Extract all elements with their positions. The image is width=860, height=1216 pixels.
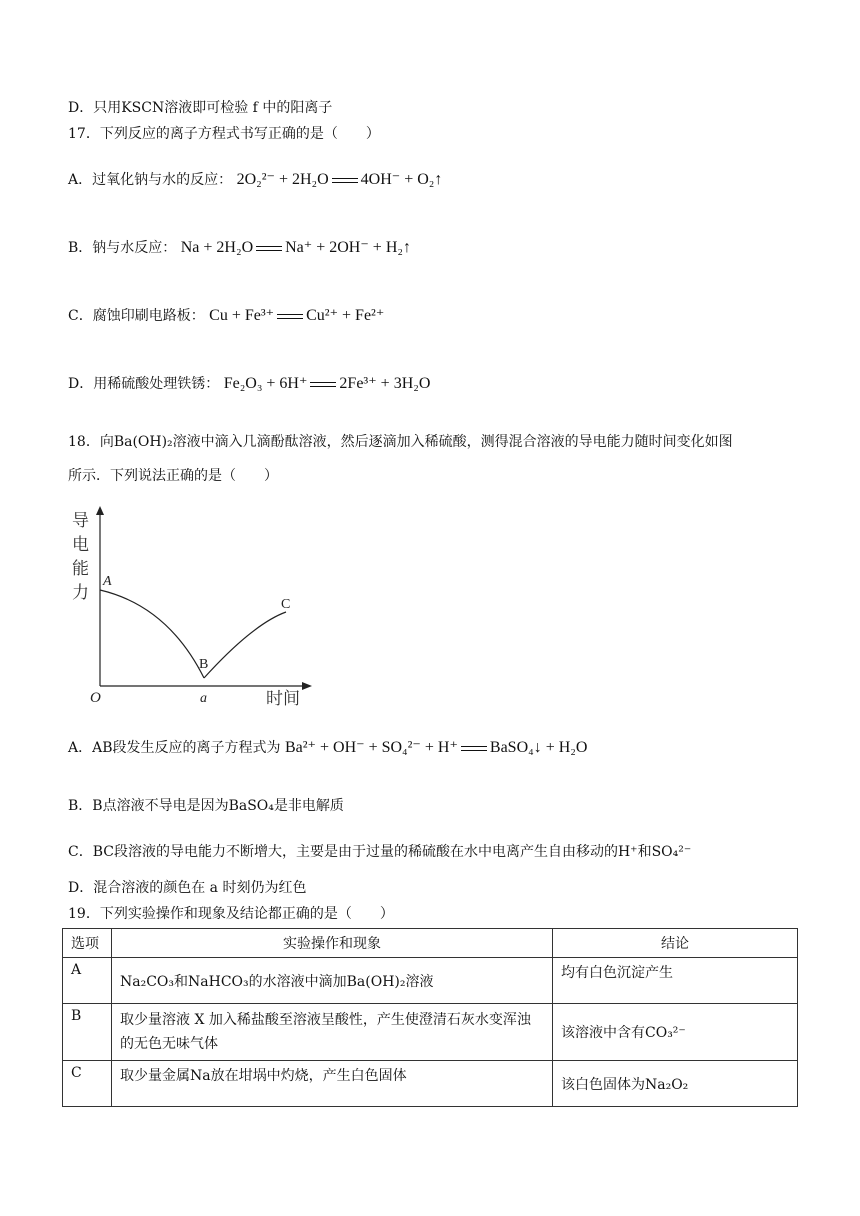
y-label-char-4: 力 — [72, 583, 89, 603]
curve-ab — [100, 590, 204, 678]
equation-lhs: Cu + Fe³⁺ — [209, 307, 275, 324]
equation-rhs: 4OH⁻ + O₂↑ — [360, 171, 443, 188]
equation-rhs: 2Fe³⁺ + 3H₂O — [339, 375, 431, 392]
y-axis-arrow-icon — [96, 506, 104, 515]
q18-stem-line1: 18．向Ba(OH)₂溶液中滴入几滴酚酞溶液，然后逐滴加入稀硫酸，测得混合溶液的导电能力随时间变化如图 — [68, 434, 733, 450]
equation-rhs: Cu²⁺ + Fe²⁺ — [306, 307, 385, 324]
equation-lhs: Ba²⁺ + OH⁻ + SO₄²⁻ + H⁺ — [284, 739, 458, 756]
row-option: A — [63, 958, 112, 1004]
q17-option-a — [68, 170, 442, 190]
equals-sign — [256, 246, 282, 251]
row-conclusion: 该白色固体为Na₂O₂ — [553, 1061, 798, 1107]
table-row — [63, 1061, 798, 1107]
option-label: A．过氧化钠与水的反应： — [68, 172, 233, 188]
option-label: D．用稀硫酸处理铁锈： — [68, 376, 220, 392]
point-label-b: B — [199, 657, 209, 672]
q19-stem: 19．下列实验操作和现象及结论都正确的是（ ） — [68, 906, 394, 922]
x-point-label-a: a — [200, 691, 207, 706]
equation-rhs: BaSO₄↓ + H₂O — [489, 739, 588, 756]
equation-lhs: Na + 2H₂O — [180, 239, 254, 256]
row-option: B — [63, 1004, 112, 1061]
q17-option-b — [68, 238, 411, 258]
header-operation: 实验操作和现象 — [112, 929, 553, 958]
equals-sign — [310, 382, 336, 387]
equals-sign — [332, 178, 358, 183]
row-operation: 取少量溶液 X 加入稀盐酸至溶液呈酸性，产生使澄清石灰水变浑浊的无色无味气体 — [112, 1004, 553, 1061]
row-conclusion: 该溶液中含有CO₃²⁻ — [553, 1004, 798, 1061]
equals-sign — [277, 314, 303, 319]
x-axis-label: 时间 — [266, 689, 300, 709]
header-option: 选项 — [63, 929, 112, 958]
equation-lhs: Fe₂O₃ + 6H⁺ — [223, 375, 308, 392]
point-label-c: C — [281, 597, 291, 612]
option-label: A．AB段发生反应的离子方程式为 — [68, 740, 281, 756]
q17-stem: 17．下列反应的离子方程式书写正确的是（ ） — [68, 126, 380, 142]
q17-option-c — [68, 306, 384, 326]
q16-option-d: D．只用KSCN溶液即可检验 f 中的阳离子 — [68, 100, 333, 116]
row-conclusion: 均有白色沉淀产生 — [553, 958, 798, 1004]
row-option: C — [63, 1061, 112, 1107]
row-operation: Na₂CO₃和NaHCO₃的水溶液中滴加Ba(OH)₂溶液 — [112, 958, 553, 1004]
equation-rhs: Na⁺ + 2OH⁻ + H₂↑ — [285, 239, 411, 256]
table-header-row — [63, 929, 798, 958]
table-row — [63, 1004, 798, 1061]
curve-bc — [204, 612, 286, 678]
q18-stem-line2: 所示．下列说法正确的是（ ） — [68, 468, 278, 484]
conductivity-graph — [68, 506, 318, 712]
option-label: B．钠与水反应： — [68, 240, 177, 256]
header-conclusion: 结论 — [553, 929, 798, 958]
q18-option-d: D．混合溶液的颜色在 a 时刻仍为红色 — [68, 880, 307, 896]
table-row — [63, 958, 798, 1004]
x-axis-arrow-icon — [302, 682, 312, 690]
option-label: C．腐蚀印刷电路板： — [68, 308, 205, 324]
q18-option-b: B．B点溶液不导电是因为BaSO₄是非电解质 — [68, 798, 344, 814]
q18-option-c: C．BC段溶液的导电能力不断增大，主要是由于过量的稀硫酸在水中电离产生自由移动的H⁺和SO₄²⁻ — [68, 844, 692, 860]
point-label-a: A — [103, 574, 112, 589]
q17-option-d — [68, 374, 430, 394]
y-label-char-3: 能 — [72, 559, 89, 579]
y-label-char-2: 电 — [72, 535, 89, 555]
equals-sign — [461, 746, 487, 751]
experiment-table — [62, 928, 798, 1107]
row-operation: 取少量金属Na放在坩埚中灼烧，产生白色固体 — [112, 1061, 553, 1107]
origin-label: O — [90, 690, 101, 706]
y-label-char-1: 导 — [72, 511, 89, 531]
q18-option-a — [68, 738, 587, 758]
equation-lhs: 2O₂²⁻ + 2H₂O — [236, 171, 329, 188]
